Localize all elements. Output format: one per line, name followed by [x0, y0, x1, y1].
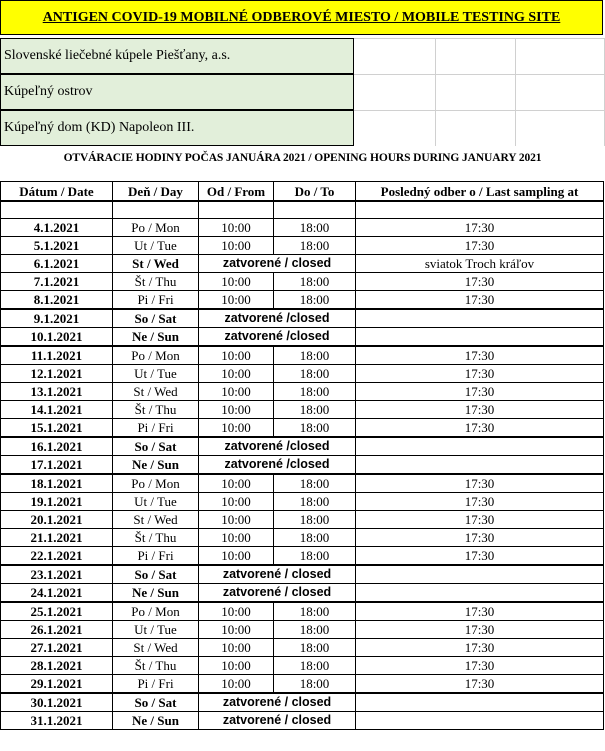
- day-cell: Št / Thu: [113, 657, 199, 675]
- from-cell: 10:00: [199, 273, 274, 291]
- day-cell: Ut / Tue: [113, 621, 199, 639]
- location-name: Kúpeľný dom (KD) Napoleon III.: [0, 110, 354, 146]
- day-cell: Ut / Tue: [113, 493, 199, 511]
- title-banner: [0, 0, 603, 35]
- to-cell: 18:00: [274, 291, 356, 310]
- empty-cell: [113, 201, 199, 219]
- empty-cell: [436, 74, 516, 110]
- table-row: [1, 693, 604, 712]
- date-cell: 29.1.2021: [1, 675, 113, 694]
- last-sampling-cell: 17:30: [356, 621, 604, 639]
- to-cell: 18:00: [274, 383, 356, 401]
- empty-cell: [516, 38, 605, 74]
- date-cell: 31.1.2021: [1, 712, 113, 730]
- from-cell: 10:00: [199, 383, 274, 401]
- last-sampling-cell: 17:30: [356, 237, 604, 255]
- location-row: [0, 38, 605, 74]
- day-cell: Ne / Sun: [113, 584, 199, 603]
- from-cell: 10:00: [199, 401, 274, 419]
- column-header-last-sampling: Posledný odber o / Last sampling at: [356, 182, 604, 202]
- last-sampling-cell: [356, 309, 604, 328]
- last-sampling-cell: 17:30: [356, 346, 604, 365]
- day-cell: Po / Mon: [113, 474, 199, 493]
- last-sampling-cell: 17:30: [356, 474, 604, 493]
- date-cell: 25.1.2021: [1, 602, 113, 621]
- closed-cell: zatvorené / closed: [199, 255, 356, 273]
- table-row: [1, 712, 604, 730]
- last-sampling-cell: sviatok Troch kráľov: [356, 255, 604, 273]
- day-cell: Pi / Fri: [113, 547, 199, 566]
- table-row: [1, 237, 604, 255]
- table-row: [1, 273, 604, 291]
- table-row: [1, 328, 604, 347]
- date-cell: 20.1.2021: [1, 511, 113, 529]
- last-sampling-cell: 17:30: [356, 383, 604, 401]
- closed-cell: zatvorené /closed: [199, 437, 356, 456]
- table-row: [1, 474, 604, 493]
- empty-cell: [516, 74, 605, 110]
- day-cell: So / Sat: [113, 565, 199, 584]
- table-row: [1, 657, 604, 675]
- last-sampling-cell: 17:30: [356, 602, 604, 621]
- empty-cell: [1, 201, 113, 219]
- table-header-row: [1, 182, 604, 202]
- day-cell: St / Wed: [113, 255, 199, 273]
- from-cell: 10:00: [199, 365, 274, 383]
- location-block: [0, 38, 605, 146]
- last-sampling-cell: 17:30: [356, 291, 604, 310]
- table-row: [1, 493, 604, 511]
- date-cell: 12.1.2021: [1, 365, 113, 383]
- date-cell: 10.1.2021: [1, 328, 113, 347]
- spacer-row: [1, 201, 604, 219]
- date-cell: 11.1.2021: [1, 346, 113, 365]
- last-sampling-cell: 17:30: [356, 419, 604, 438]
- last-sampling-cell: [356, 584, 604, 603]
- last-sampling-cell: [356, 712, 604, 730]
- day-cell: Pi / Fri: [113, 419, 199, 438]
- day-cell: Ne / Sun: [113, 456, 199, 475]
- date-cell: 24.1.2021: [1, 584, 113, 603]
- date-cell: 8.1.2021: [1, 291, 113, 310]
- empty-cell: [354, 110, 436, 146]
- last-sampling-cell: [356, 693, 604, 712]
- last-sampling-cell: 17:30: [356, 657, 604, 675]
- date-cell: 26.1.2021: [1, 621, 113, 639]
- location-name: Kúpeľný ostrov: [0, 74, 354, 110]
- date-cell: 15.1.2021: [1, 419, 113, 438]
- to-cell: 18:00: [274, 602, 356, 621]
- last-sampling-cell: 17:30: [356, 401, 604, 419]
- last-sampling-cell: [356, 328, 604, 347]
- day-cell: Po / Mon: [113, 346, 199, 365]
- opening-hours-table: [0, 181, 604, 730]
- date-cell: 30.1.2021: [1, 693, 113, 712]
- table-row: [1, 675, 604, 694]
- day-cell: So / Sat: [113, 437, 199, 456]
- to-cell: 18:00: [274, 511, 356, 529]
- to-cell: 18:00: [274, 419, 356, 438]
- last-sampling-cell: 17:30: [356, 639, 604, 657]
- table-row: [1, 365, 604, 383]
- from-cell: 10:00: [199, 346, 274, 365]
- day-cell: Po / Mon: [113, 219, 199, 237]
- day-cell: Št / Thu: [113, 273, 199, 291]
- date-cell: 16.1.2021: [1, 437, 113, 456]
- from-cell: 10:00: [199, 547, 274, 566]
- day-cell: Ut / Tue: [113, 365, 199, 383]
- empty-cell: [199, 201, 274, 219]
- column-header-from: Od / From: [199, 182, 274, 202]
- day-cell: Pi / Fri: [113, 291, 199, 310]
- date-cell: 7.1.2021: [1, 273, 113, 291]
- to-cell: 18:00: [274, 529, 356, 547]
- column-header-date: Dátum / Date: [1, 182, 113, 202]
- from-cell: 10:00: [199, 237, 274, 255]
- to-cell: 18:00: [274, 365, 356, 383]
- table-row: [1, 565, 604, 584]
- from-cell: 10:00: [199, 657, 274, 675]
- to-cell: 18:00: [274, 621, 356, 639]
- page-subtitle: OTVÁRACIE HODINY POČAS JANUÁRA 2021 / OPENING HOURS DURING JANUARY 2021: [63, 152, 542, 164]
- closed-cell: zatvorené /closed: [199, 309, 356, 328]
- day-cell: Ne / Sun: [113, 328, 199, 347]
- location-name: Slovenské liečebné kúpele Piešťany, a.s.: [0, 38, 354, 74]
- table-row: [1, 219, 604, 237]
- date-cell: 4.1.2021: [1, 219, 113, 237]
- from-cell: 10:00: [199, 511, 274, 529]
- last-sampling-cell: [356, 437, 604, 456]
- date-cell: 6.1.2021: [1, 255, 113, 273]
- last-sampling-cell: [356, 456, 604, 475]
- table-row: [1, 456, 604, 475]
- from-cell: 10:00: [199, 529, 274, 547]
- day-cell: St / Wed: [113, 383, 199, 401]
- day-cell: Ne / Sun: [113, 712, 199, 730]
- day-cell: So / Sat: [113, 693, 199, 712]
- closed-cell: zatvorené / closed: [199, 584, 356, 603]
- from-cell: 10:00: [199, 419, 274, 438]
- to-cell: 18:00: [274, 237, 356, 255]
- date-cell: 22.1.2021: [1, 547, 113, 566]
- date-cell: 27.1.2021: [1, 639, 113, 657]
- empty-cell: [516, 110, 605, 146]
- day-cell: Pi / Fri: [113, 675, 199, 694]
- closed-cell: zatvorené / closed: [199, 712, 356, 730]
- from-cell: 10:00: [199, 675, 274, 694]
- table-row: [1, 529, 604, 547]
- date-cell: 19.1.2021: [1, 493, 113, 511]
- to-cell: 18:00: [274, 493, 356, 511]
- last-sampling-cell: 17:30: [356, 511, 604, 529]
- table-row: [1, 309, 604, 328]
- empty-cell: [436, 110, 516, 146]
- day-cell: St / Wed: [113, 511, 199, 529]
- table-row: [1, 602, 604, 621]
- column-header-day: Deň / Day: [113, 182, 199, 202]
- date-cell: 18.1.2021: [1, 474, 113, 493]
- date-cell: 5.1.2021: [1, 237, 113, 255]
- date-cell: 28.1.2021: [1, 657, 113, 675]
- location-row: [0, 74, 605, 110]
- from-cell: 10:00: [199, 219, 274, 237]
- table-row: [1, 639, 604, 657]
- to-cell: 18:00: [274, 675, 356, 694]
- location-row: [0, 110, 605, 146]
- date-cell: 13.1.2021: [1, 383, 113, 401]
- table-row: [1, 401, 604, 419]
- date-cell: 23.1.2021: [1, 565, 113, 584]
- from-cell: 10:00: [199, 639, 274, 657]
- table-row: [1, 621, 604, 639]
- to-cell: 18:00: [274, 401, 356, 419]
- table-row: [1, 383, 604, 401]
- to-cell: 18:00: [274, 474, 356, 493]
- table-row: [1, 291, 604, 310]
- to-cell: 18:00: [274, 639, 356, 657]
- table-row: [1, 255, 604, 273]
- day-cell: Ut / Tue: [113, 237, 199, 255]
- table-row: [1, 547, 604, 566]
- column-header-to: Do / To: [274, 182, 356, 202]
- closed-cell: zatvorené /closed: [199, 456, 356, 475]
- to-cell: 18:00: [274, 547, 356, 566]
- last-sampling-cell: 17:30: [356, 219, 604, 237]
- date-cell: 21.1.2021: [1, 529, 113, 547]
- from-cell: 10:00: [199, 474, 274, 493]
- last-sampling-cell: 17:30: [356, 675, 604, 694]
- last-sampling-cell: 17:30: [356, 273, 604, 291]
- from-cell: 10:00: [199, 602, 274, 621]
- last-sampling-cell: 17:30: [356, 529, 604, 547]
- empty-cell: [354, 38, 436, 74]
- to-cell: 18:00: [274, 657, 356, 675]
- empty-cell: [436, 38, 516, 74]
- date-cell: 9.1.2021: [1, 309, 113, 328]
- table-row: [1, 437, 604, 456]
- last-sampling-cell: 17:30: [356, 547, 604, 566]
- empty-cell: [356, 201, 604, 219]
- day-cell: Št / Thu: [113, 401, 199, 419]
- empty-cell: [354, 74, 436, 110]
- closed-cell: zatvorené /closed: [199, 328, 356, 347]
- last-sampling-cell: [356, 565, 604, 584]
- day-cell: Po / Mon: [113, 602, 199, 621]
- to-cell: 18:00: [274, 219, 356, 237]
- date-cell: 14.1.2021: [1, 401, 113, 419]
- day-cell: Št / Thu: [113, 529, 199, 547]
- date-cell: 17.1.2021: [1, 456, 113, 475]
- table-row: [1, 584, 604, 603]
- from-cell: 10:00: [199, 291, 274, 310]
- empty-cell: [274, 201, 356, 219]
- last-sampling-cell: 17:30: [356, 365, 604, 383]
- closed-cell: zatvorené / closed: [199, 693, 356, 712]
- from-cell: 10:00: [199, 493, 274, 511]
- table-row: [1, 346, 604, 365]
- from-cell: 10:00: [199, 621, 274, 639]
- to-cell: 18:00: [274, 273, 356, 291]
- day-cell: St / Wed: [113, 639, 199, 657]
- closed-cell: zatvorené / closed: [199, 565, 356, 584]
- to-cell: 18:00: [274, 346, 356, 365]
- table-row: [1, 419, 604, 438]
- last-sampling-cell: 17:30: [356, 493, 604, 511]
- day-cell: So / Sat: [113, 309, 199, 328]
- page-title: ANTIGEN COVID-19 MOBILNÉ ODBEROVÉ MIESTO / MOBILE TESTING SITE: [42, 10, 561, 25]
- table-row: [1, 511, 604, 529]
